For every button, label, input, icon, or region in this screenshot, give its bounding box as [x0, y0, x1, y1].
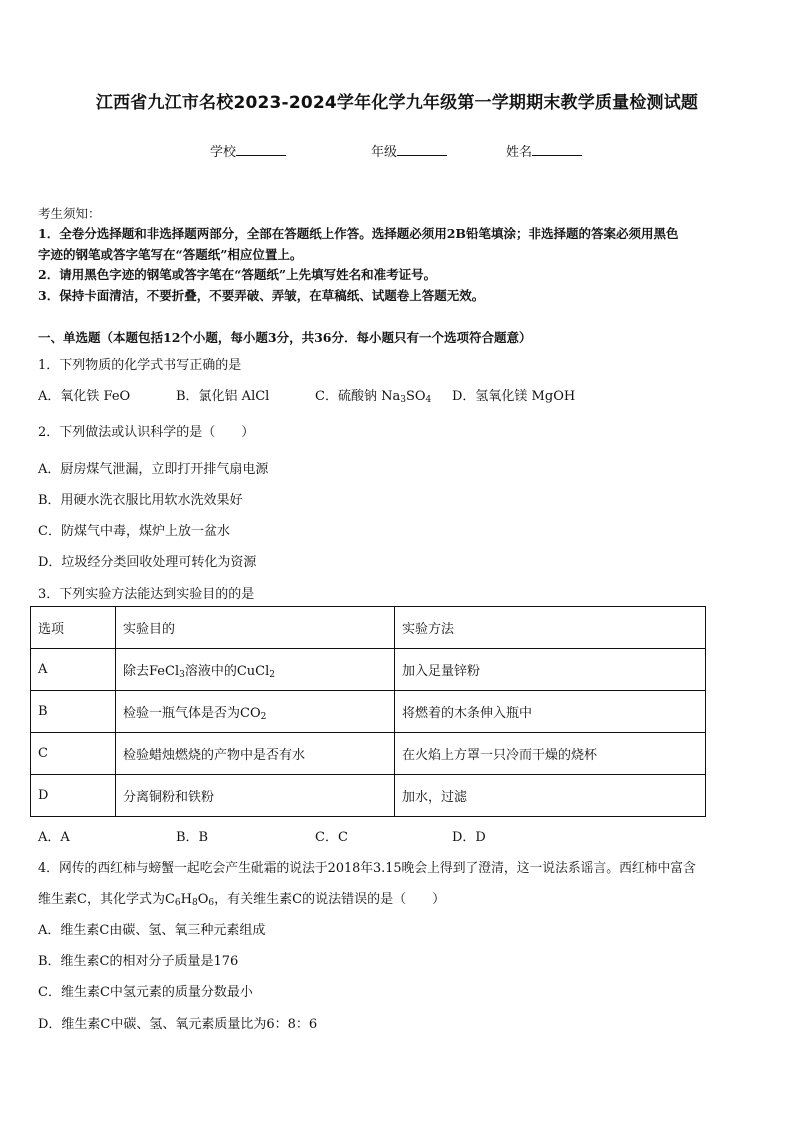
q4-option-d: D．维生素C中碳、氢、氧元素质量比为6：8：6 — [38, 1017, 318, 1032]
name-blank[interactable] — [532, 142, 582, 156]
row-method: 将燃着的木条伸入瓶中 — [395, 691, 706, 733]
row-purpose: 除去FeCl$_3$溶液中的CuCl$_2$ — [116, 649, 395, 691]
school-field — [210, 141, 286, 160]
row-method: 在火焰上方罩一只冷而干燥的烧杯 — [395, 733, 706, 775]
grade-blank[interactable] — [397, 142, 447, 156]
q2-option-d: D．垃圾经分类回收处理可转化为资源 — [38, 555, 257, 570]
q4-option-b: B．维生素C的相对分子质量是176 — [38, 954, 239, 969]
name-field — [506, 141, 582, 160]
row-purpose: 检验蜡烛燃烧的产物中是否有水 — [116, 733, 395, 775]
q2-option-b: B．用硬水洗衣服比用软水洗效果好 — [38, 493, 243, 508]
q3-option-c: C．C — [315, 830, 348, 845]
table-header-row — [31, 607, 706, 649]
q1-option-b: B．氯化铝 AlCl — [176, 389, 270, 404]
q1-option-c: C．硫酸钠 $Na_3SO_4$ — [315, 389, 432, 405]
notice-item-3: 3．保持卡面清洁，不要折叠，不要弄破、弄皱，在草稿纸、试题卷上答题无效。 — [38, 288, 485, 303]
name-label: 姓名 — [506, 145, 533, 160]
q3-stem: 3．下列实验方法能达到实验目的的是 — [38, 587, 255, 602]
q1-option-d: D．氢氧化镁 MgOH — [452, 389, 576, 404]
section-heading: 一、单选题（本题包括12个小题，每小题3分，共36分．每小题只有一个选项符合题意） — [38, 330, 532, 345]
school-blank[interactable] — [236, 142, 286, 156]
q3-table — [30, 606, 706, 817]
header-method: 实验方法 — [395, 607, 706, 649]
grade-field — [371, 141, 447, 160]
table-row — [31, 649, 706, 691]
q2-option-c: C．防煤气中毒，煤炉上放一盆水 — [38, 524, 230, 539]
q1-option-a: A．氧化铁 FeO — [38, 389, 131, 404]
table-row — [31, 733, 706, 775]
row-option: A — [31, 649, 116, 691]
q4-option-c: C．维生素C中氢元素的质量分数最小 — [38, 985, 253, 1000]
notice-item-1: 1．全卷分选择题和非选择题两部分，全部在答题纸上作答。选择题必须用2B铅笔填涂；非选择题的答案必须用黑色 — [38, 226, 679, 241]
q1-stem: 1．下列物质的化学式书写正确的是 — [38, 358, 242, 373]
grade-label: 年级 — [371, 145, 398, 160]
row-purpose: 分离铜粉和铁粉 — [116, 775, 395, 817]
table-row — [31, 775, 706, 817]
q4-stem-line1: 4．网传的西红柿与螃蟹一起吃会产生砒霜的说法于2018年3.15晚会上得到了澄清，这一说法系谣言。西红柿中富含 — [38, 861, 696, 876]
header-purpose: 实验目的 — [116, 607, 395, 649]
row-method: 加水，过滤 — [395, 775, 706, 817]
notice-item-2: 2．请用黑色字迹的钢笔或答字笔在“答题纸”上先填写姓名和准考证号。 — [38, 267, 437, 282]
row-option: D — [31, 775, 116, 817]
q3-option-d: D．D — [452, 830, 486, 845]
q4-stem-line2: 维生素C，其化学式为$C_6H_8O_6$，有关维生素C的说法错误的是（ ） — [38, 892, 446, 908]
notice-item-1-cont: 字迹的钢笔或答字笔写在“答题纸”相应位置上。 — [38, 247, 303, 262]
school-label: 学校 — [210, 145, 237, 160]
row-option: B — [31, 691, 116, 733]
row-purpose: 检验一瓶气体是否为$CO_2$ — [116, 691, 395, 733]
table-row — [31, 691, 706, 733]
q2-option-a: A．厨房煤气泄漏，立即打开排气扇电源 — [38, 462, 269, 477]
q4-option-a: A．维生素C由碳、氢、氧三种元素组成 — [38, 923, 266, 938]
row-method: 加入足量锌粉 — [395, 649, 706, 691]
page-title: 江西省九江市名校2023-2024学年化学九年级第一学期期末教学质量检测试题 — [95, 93, 699, 113]
header-option: 选项 — [31, 607, 116, 649]
notice-heading: 考生须知： — [38, 206, 101, 221]
q3-option-b: B．B — [176, 830, 209, 845]
q3-option-a: A．A — [38, 830, 70, 845]
q2-stem: 2．下列做法或认识科学的是（ ） — [38, 425, 255, 440]
row-option: C — [31, 733, 116, 775]
